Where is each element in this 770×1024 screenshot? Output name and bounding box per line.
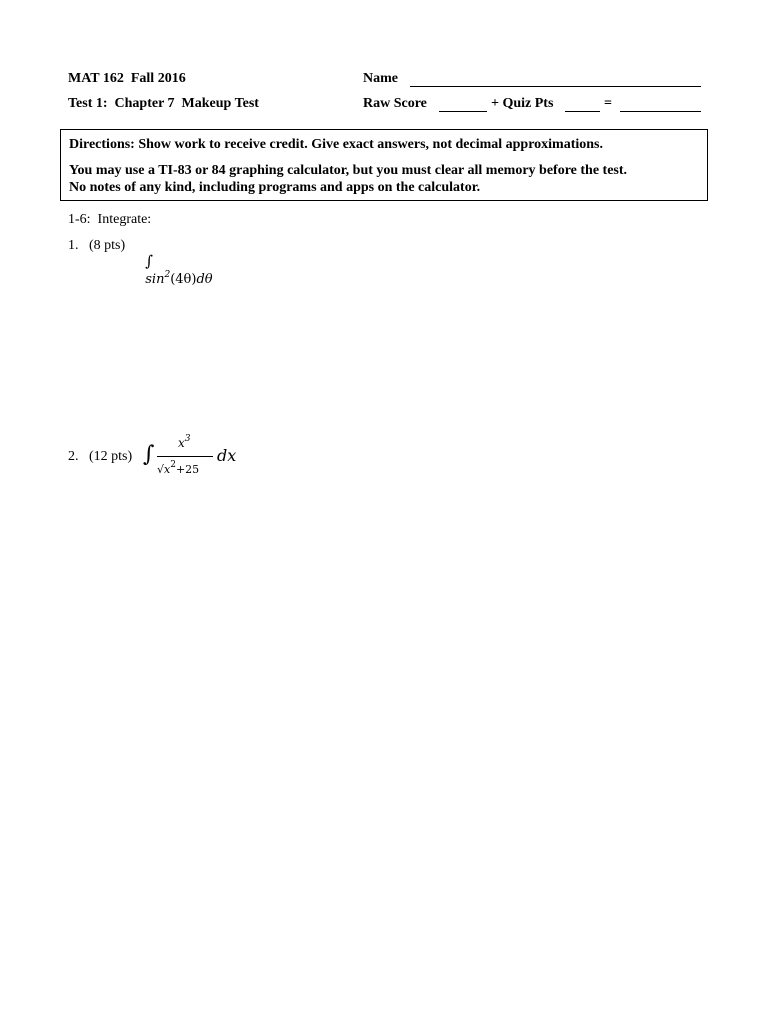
- section-instruction: 1-6: Integrate:: [68, 212, 152, 227]
- raw-score-blank[interactable]: [439, 111, 487, 112]
- problem-2-denominator: [157, 460, 199, 476]
- directions-line-1: Directions: Show work to receive credit. Give exact answers, not decimal approximations.: [69, 137, 604, 152]
- fraction-bar: [157, 456, 213, 457]
- problem-1-power: 2: [164, 270, 171, 280]
- problem-2-integral-sign: ∫: [143, 442, 155, 467]
- equals-sign: =: [604, 96, 612, 111]
- denominator-var: x: [164, 463, 171, 476]
- course-title: MAT 162 Fall 2016: [68, 71, 186, 86]
- problem-1-arg: (4θ): [170, 272, 197, 287]
- quiz-pts-label: + Quiz Pts: [491, 96, 554, 111]
- problem-1-func: sin: [145, 272, 165, 287]
- problem-2-differential: dx: [217, 446, 237, 465]
- name-blank[interactable]: [410, 86, 701, 87]
- directions-box: [60, 129, 708, 201]
- numerator-var: x: [178, 436, 185, 450]
- problem-1-integral: [137, 237, 213, 287]
- name-label: Name: [363, 71, 398, 86]
- integral-sign: ∫: [145, 252, 154, 270]
- test-title: Test 1: Chapter 7 Makeup Test: [68, 96, 259, 111]
- problem-1-label: 1. (8 pts): [68, 238, 126, 253]
- problem-1-differential: dθ: [196, 272, 213, 287]
- denominator-constant: +25: [175, 463, 200, 476]
- raw-score-label: Raw Score: [363, 96, 427, 111]
- problem-2-numerator: [178, 434, 191, 450]
- directions-line-3: No notes of any kind, including programs and apps on the calculator.: [69, 180, 481, 195]
- directions-line-2: You may use a TI-83 or 84 graphing calculator, but you must clear all memory before the test.: [69, 163, 628, 178]
- denominator-power: 2: [170, 460, 176, 470]
- radical-sign: √: [157, 463, 165, 476]
- total-blank[interactable]: [620, 111, 701, 112]
- numerator-power: 3: [184, 434, 191, 444]
- problem-2-label: 2. (12 pts): [68, 449, 133, 464]
- quiz-pts-blank[interactable]: [565, 111, 600, 112]
